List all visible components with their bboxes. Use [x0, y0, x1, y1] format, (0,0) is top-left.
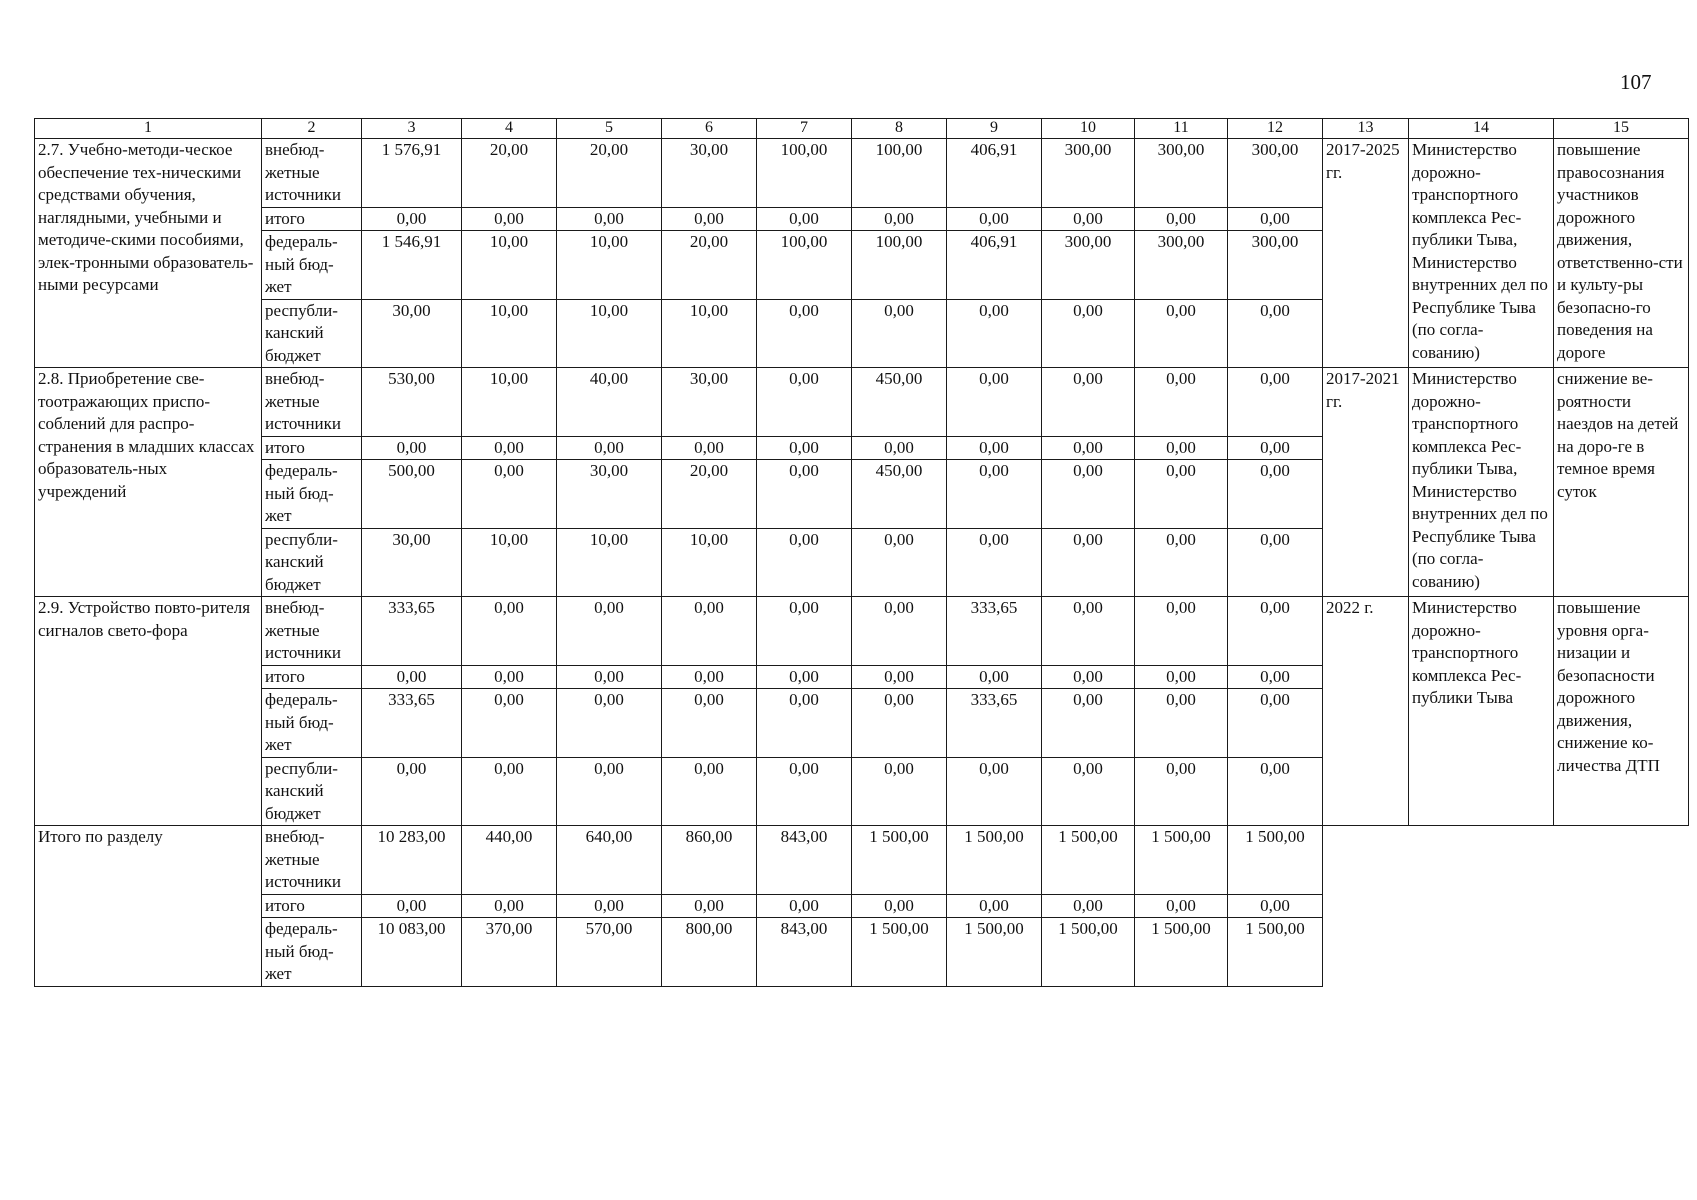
amount-cell: 0,00	[662, 689, 757, 758]
amount-cell: 0,00	[362, 207, 462, 231]
amount-cell: 0,00	[757, 207, 852, 231]
expected-result: повышение уровня орга-низации и безопасности дорожного движения, снижение ко-личества ДТП	[1554, 597, 1689, 826]
amount-cell: 10,00	[462, 528, 557, 597]
amount-cell: 450,00	[852, 368, 947, 437]
column-number-header: 9	[947, 119, 1042, 139]
measure-title: 2.8. Приобретение све-тоотражающих приспо-соблений для распро-странения в младших классах образователь-ных учреждений	[35, 368, 262, 597]
amount-cell: 10 083,00	[362, 918, 462, 987]
amount-cell: 0,00	[362, 665, 462, 689]
table-row	[35, 139, 1689, 208]
funding-source: внебюд-жетные источники	[262, 597, 362, 666]
amount-cell: 0,00	[662, 207, 757, 231]
amount-cell: 0,00	[757, 368, 852, 437]
column-number-row	[35, 119, 1689, 139]
executor: Министерство дорожно-транспортного комплекса Рес-публики Тыва	[1409, 597, 1554, 826]
funding-source: республи-канский бюджет	[262, 299, 362, 368]
amount-cell: 0,00	[462, 460, 557, 529]
amount-cell: 0,00	[1228, 894, 1323, 918]
amount-cell: 0,00	[947, 207, 1042, 231]
amount-cell: 0,00	[1135, 207, 1228, 231]
amount-cell: 10,00	[557, 231, 662, 300]
amount-cell: 20,00	[662, 460, 757, 529]
amount-cell: 0,00	[1042, 528, 1135, 597]
amount-cell: 843,00	[757, 826, 852, 895]
amount-cell: 0,00	[757, 894, 852, 918]
amount-cell: 0,00	[1042, 368, 1135, 437]
funding-source: республи-канский бюджет	[262, 528, 362, 597]
funding-source: итого	[262, 894, 362, 918]
column-number-header: 7	[757, 119, 852, 139]
measure-title: 2.7. Учебно-методи-ческое обеспечение тех-ническими средствами обучения, наглядными, учебными и методиче-скими пособиями, элек-тронными образователь-ными ресурсами	[35, 139, 262, 368]
amount-cell: 0,00	[1135, 368, 1228, 437]
amount-cell: 0,00	[557, 597, 662, 666]
funding-source: внебюд-жетные источники	[262, 139, 362, 208]
amount-cell: 0,00	[662, 436, 757, 460]
funding-source: федераль-ный бюд-жет	[262, 918, 362, 987]
amount-cell: 570,00	[557, 918, 662, 987]
amount-cell: 300,00	[1042, 139, 1135, 208]
amount-cell: 0,00	[947, 665, 1042, 689]
page-number: 107	[1620, 70, 1652, 94]
amount-cell: 0,00	[757, 528, 852, 597]
column-number-header: 6	[662, 119, 757, 139]
amount-cell: 100,00	[852, 139, 947, 208]
amount-cell: 0,00	[852, 299, 947, 368]
empty-cell	[1323, 826, 1689, 987]
amount-cell: 0,00	[757, 757, 852, 826]
amount-cell: 0,00	[852, 528, 947, 597]
amount-cell: 0,00	[1135, 299, 1228, 368]
amount-cell: 0,00	[1042, 665, 1135, 689]
amount-cell: 0,00	[1228, 460, 1323, 529]
amount-cell: 1 576,91	[362, 139, 462, 208]
amount-cell: 406,91	[947, 139, 1042, 208]
amount-cell: 0,00	[1042, 460, 1135, 529]
funding-source: федераль-ный бюд-жет	[262, 460, 362, 529]
amount-cell: 370,00	[462, 918, 557, 987]
amount-cell: 1 500,00	[1135, 918, 1228, 987]
amount-cell: 500,00	[362, 460, 462, 529]
measure-title: Итого по разделу	[35, 826, 262, 987]
amount-cell: 0,00	[557, 665, 662, 689]
amount-cell: 0,00	[462, 207, 557, 231]
amount-cell: 0,00	[757, 665, 852, 689]
amount-cell: 333,65	[362, 597, 462, 666]
column-number-header: 4	[462, 119, 557, 139]
funding-source: федераль-ный бюд-жет	[262, 231, 362, 300]
column-number-header: 3	[362, 119, 462, 139]
amount-cell: 333,65	[362, 689, 462, 758]
amount-cell: 0,00	[852, 665, 947, 689]
amount-cell: 10 283,00	[362, 826, 462, 895]
amount-cell: 1 500,00	[1228, 826, 1323, 895]
amount-cell: 0,00	[557, 894, 662, 918]
expected-result: снижение ве-роятности наездов на детей на доро-ге в темное время суток	[1554, 368, 1689, 597]
amount-cell: 0,00	[462, 436, 557, 460]
funding-source: итого	[262, 665, 362, 689]
amount-cell: 0,00	[557, 436, 662, 460]
amount-cell: 0,00	[462, 757, 557, 826]
column-number-header: 5	[557, 119, 662, 139]
amount-cell: 0,00	[362, 757, 462, 826]
amount-cell: 0,00	[362, 436, 462, 460]
table-body	[35, 119, 1689, 987]
funding-source: внебюд-жетные источники	[262, 368, 362, 437]
funding-source: федераль-ный бюд-жет	[262, 689, 362, 758]
amount-cell: 30,00	[362, 528, 462, 597]
amount-cell: 333,65	[947, 597, 1042, 666]
amount-cell: 10,00	[557, 528, 662, 597]
amount-cell: 0,00	[662, 597, 757, 666]
amount-cell: 300,00	[1228, 231, 1323, 300]
amount-cell: 0,00	[662, 665, 757, 689]
executor: Министерство дорожно-транспортного комплекса Рес-публики Тыва, Министерство внутренних дел по Республике Тыва (по согла-сованию)	[1409, 139, 1554, 368]
amount-cell: 0,00	[1228, 528, 1323, 597]
column-number-header: 14	[1409, 119, 1554, 139]
table-row	[35, 597, 1689, 666]
amount-cell: 10,00	[462, 299, 557, 368]
amount-cell: 30,00	[662, 368, 757, 437]
amount-cell: 0,00	[462, 597, 557, 666]
amount-cell: 0,00	[462, 894, 557, 918]
amount-cell: 100,00	[757, 231, 852, 300]
amount-cell: 0,00	[852, 597, 947, 666]
amount-cell: 0,00	[852, 207, 947, 231]
amount-cell: 0,00	[1135, 528, 1228, 597]
period: 2017-2025 гг.	[1323, 139, 1409, 368]
amount-cell: 10,00	[462, 368, 557, 437]
amount-cell: 0,00	[852, 689, 947, 758]
amount-cell: 30,00	[362, 299, 462, 368]
column-number-header: 1	[35, 119, 262, 139]
amount-cell: 450,00	[852, 460, 947, 529]
amount-cell: 530,00	[362, 368, 462, 437]
amount-cell: 20,00	[662, 231, 757, 300]
amount-cell: 0,00	[1228, 689, 1323, 758]
expected-result: повышение правосознания участников дорожного движения, ответственно-сти и культу-ры безопасно-го поведения на дороге	[1554, 139, 1689, 368]
amount-cell: 30,00	[662, 139, 757, 208]
period: 2022 г.	[1323, 597, 1409, 826]
amount-cell: 0,00	[757, 436, 852, 460]
table-row	[35, 826, 1689, 895]
amount-cell: 0,00	[947, 368, 1042, 437]
amount-cell: 0,00	[757, 299, 852, 368]
amount-cell: 0,00	[1228, 368, 1323, 437]
funding-source: внебюд-жетные источники	[262, 826, 362, 895]
amount-cell: 0,00	[757, 460, 852, 529]
amount-cell: 1 500,00	[1042, 918, 1135, 987]
amount-cell: 0,00	[947, 460, 1042, 529]
amount-cell: 10,00	[462, 231, 557, 300]
amount-cell: 1 546,91	[362, 231, 462, 300]
amount-cell: 1 500,00	[1042, 826, 1135, 895]
amount-cell: 0,00	[947, 436, 1042, 460]
column-number-header: 2	[262, 119, 362, 139]
amount-cell: 0,00	[557, 757, 662, 826]
amount-cell: 333,65	[947, 689, 1042, 758]
amount-cell: 0,00	[1135, 597, 1228, 666]
amount-cell: 0,00	[1042, 689, 1135, 758]
amount-cell: 0,00	[557, 207, 662, 231]
amount-cell: 1 500,00	[947, 826, 1042, 895]
amount-cell: 0,00	[557, 689, 662, 758]
amount-cell: 0,00	[462, 665, 557, 689]
amount-cell: 640,00	[557, 826, 662, 895]
column-number-header: 12	[1228, 119, 1323, 139]
column-number-header: 15	[1554, 119, 1689, 139]
amount-cell: 0,00	[852, 436, 947, 460]
table-row	[35, 368, 1689, 437]
amount-cell: 0,00	[1135, 689, 1228, 758]
amount-cell: 10,00	[557, 299, 662, 368]
amount-cell: 0,00	[1042, 207, 1135, 231]
column-number-header: 8	[852, 119, 947, 139]
amount-cell: 1 500,00	[947, 918, 1042, 987]
amount-cell: 0,00	[1042, 436, 1135, 460]
column-number-header: 13	[1323, 119, 1409, 139]
column-number-header: 11	[1135, 119, 1228, 139]
amount-cell: 0,00	[1135, 460, 1228, 529]
amount-cell: 0,00	[1042, 894, 1135, 918]
amount-cell: 0,00	[852, 757, 947, 826]
amount-cell: 0,00	[1135, 894, 1228, 918]
amount-cell: 10,00	[662, 299, 757, 368]
amount-cell: 0,00	[947, 528, 1042, 597]
amount-cell: 0,00	[1228, 299, 1323, 368]
amount-cell: 1 500,00	[1135, 826, 1228, 895]
amount-cell: 20,00	[462, 139, 557, 208]
amount-cell: 40,00	[557, 368, 662, 437]
amount-cell: 0,00	[1228, 597, 1323, 666]
amount-cell: 100,00	[757, 139, 852, 208]
funding-source: республи-канский бюджет	[262, 757, 362, 826]
period: 2017-2021 гг.	[1323, 368, 1409, 597]
amount-cell: 406,91	[947, 231, 1042, 300]
amount-cell: 30,00	[557, 460, 662, 529]
funding-source: итого	[262, 207, 362, 231]
amount-cell: 0,00	[1135, 757, 1228, 826]
amount-cell: 843,00	[757, 918, 852, 987]
amount-cell: 300,00	[1042, 231, 1135, 300]
amount-cell: 0,00	[1228, 207, 1323, 231]
amount-cell: 0,00	[947, 894, 1042, 918]
amount-cell: 0,00	[1228, 757, 1323, 826]
amount-cell: 0,00	[1135, 436, 1228, 460]
amount-cell: 0,00	[662, 757, 757, 826]
executor: Министерство дорожно-транспортного комплекса Рес-публики Тыва, Министерство внутренних дел по Республике Тыва (по согла-сованию)	[1409, 368, 1554, 597]
amount-cell: 0,00	[852, 894, 947, 918]
amount-cell: 300,00	[1228, 139, 1323, 208]
amount-cell: 10,00	[662, 528, 757, 597]
measure-title: 2.9. Устройство повто-рителя сигналов свето-фора	[35, 597, 262, 826]
amount-cell: 1 500,00	[852, 826, 947, 895]
amount-cell: 860,00	[662, 826, 757, 895]
amount-cell: 800,00	[662, 918, 757, 987]
amount-cell: 0,00	[947, 757, 1042, 826]
amount-cell: 1 500,00	[1228, 918, 1323, 987]
amount-cell: 0,00	[1228, 665, 1323, 689]
amount-cell: 0,00	[362, 894, 462, 918]
funding-source: итого	[262, 436, 362, 460]
amount-cell: 300,00	[1135, 231, 1228, 300]
column-number-header: 10	[1042, 119, 1135, 139]
amount-cell: 440,00	[462, 826, 557, 895]
amount-cell: 0,00	[1228, 436, 1323, 460]
amount-cell: 0,00	[1135, 665, 1228, 689]
budget-table	[34, 118, 1689, 987]
amount-cell: 1 500,00	[852, 918, 947, 987]
amount-cell: 0,00	[757, 597, 852, 666]
amount-cell: 0,00	[662, 894, 757, 918]
amount-cell: 0,00	[947, 299, 1042, 368]
amount-cell: 100,00	[852, 231, 947, 300]
amount-cell: 0,00	[1042, 757, 1135, 826]
amount-cell: 20,00	[557, 139, 662, 208]
amount-cell: 0,00	[1042, 597, 1135, 666]
amount-cell: 0,00	[1042, 299, 1135, 368]
amount-cell: 300,00	[1135, 139, 1228, 208]
amount-cell: 0,00	[462, 689, 557, 758]
amount-cell: 0,00	[757, 689, 852, 758]
